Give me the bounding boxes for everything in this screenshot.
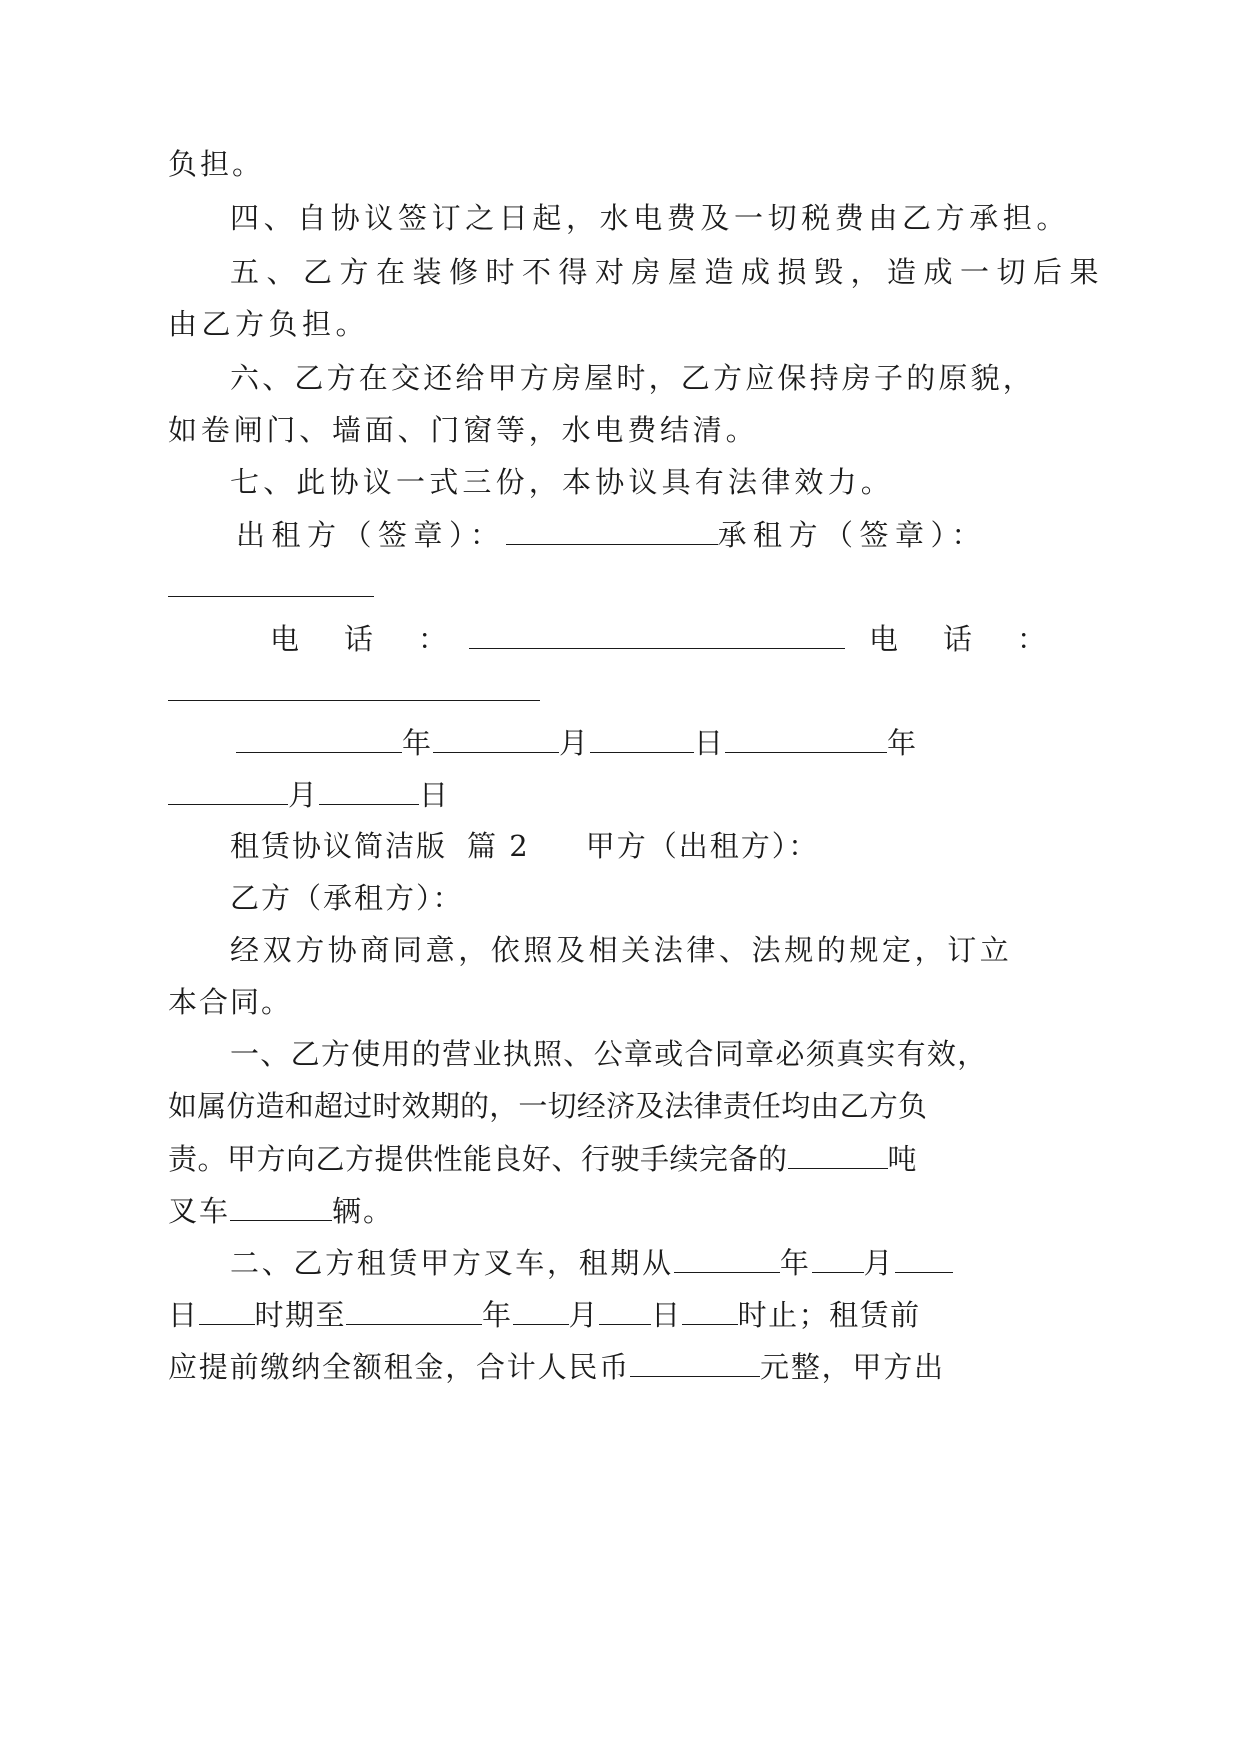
quantity-blank <box>230 1196 332 1221</box>
start-year-blank <box>674 1248 780 1273</box>
month-label: 月 <box>288 778 320 812</box>
section-title: 租赁协议简洁版 <box>230 829 448 863</box>
year-blank <box>725 728 887 753</box>
clause-text: 责。甲方向乙方提供性能良好、行驶手续完备的 <box>168 1142 788 1176</box>
start-day-blank <box>895 1248 953 1273</box>
date-line <box>236 728 918 758</box>
clause-text: 时期至 <box>254 1298 347 1332</box>
phone-line <box>270 624 1054 654</box>
clause-7: 七、此协议一式三份，本协议具有法律效力。 <box>230 465 895 499</box>
text-line: 如卷闸门、墙面、门窗等，水电费结清。 <box>168 413 759 447</box>
tonnage-blank <box>788 1144 888 1169</box>
clause-text: 应提前缴纳全额租金，合计人民币 <box>168 1350 631 1384</box>
clause-1-line <box>168 1144 917 1174</box>
day-blank <box>319 780 419 805</box>
year-label: 年 <box>482 1298 513 1332</box>
clause-1-line <box>168 1196 394 1226</box>
lessee-sign-blank <box>168 572 374 597</box>
month-label: 月 <box>559 726 591 760</box>
clause-text: 时止；租赁前 <box>737 1298 921 1332</box>
intro-line: 经双方协商同意，依照及相关法律、法规的规定，订立 <box>230 933 1013 967</box>
party-a-label: 甲方（出租方）： <box>585 829 820 863</box>
lessor-sign-blank <box>506 520 718 545</box>
text-line: 负担。 <box>168 147 265 181</box>
clause-text: 元整，甲方出 <box>760 1350 945 1384</box>
lessee-sign-label: 承租方（签章）： <box>717 518 988 552</box>
end-month-blank <box>513 1300 569 1325</box>
signature-line <box>236 520 987 550</box>
date-line <box>168 780 450 810</box>
clause-2 <box>230 1248 953 1278</box>
lessor-sign-label: 出租方（签章）： <box>236 518 506 552</box>
year-label: 年 <box>887 726 919 760</box>
clause-1: 一、乙方使用的营业执照、公章或合同章必须真实有效， <box>230 1037 988 1071</box>
day-label: 日 <box>694 726 726 760</box>
clause-2-line <box>168 1300 921 1330</box>
clause-5: 五、乙方在装修时不得对房屋造成损毁，造成一切后果 <box>230 255 1107 289</box>
month-label: 月 <box>863 1246 896 1280</box>
lessee-phone-label: 电 话 ： <box>869 622 1055 656</box>
end-day-blank <box>599 1300 651 1325</box>
year-label: 年 <box>402 726 434 760</box>
clause-4: 四、自协议签订之日起，水电费及一切税费由乙方承担。 <box>230 201 1071 235</box>
clause-2-line <box>168 1352 945 1382</box>
end-year-blank <box>346 1300 482 1325</box>
month-blank <box>168 780 288 805</box>
month-label: 月 <box>568 1298 600 1332</box>
start-hour-blank <box>199 1300 255 1325</box>
end-hour-blank <box>682 1300 738 1325</box>
clause-text: 二、乙方租赁甲方叉车，租期从 <box>230 1246 674 1280</box>
clause-text: 吨 <box>887 1142 918 1176</box>
year-blank <box>236 728 402 753</box>
day-blank <box>590 728 694 753</box>
lessee-phone-blank <box>168 676 540 701</box>
month-blank <box>433 728 559 753</box>
intro-line: 本合同。 <box>168 985 293 1019</box>
section-part: 篇 2 <box>467 829 530 863</box>
day-label: 日 <box>651 1298 682 1332</box>
clause-1-line: 如属仿造和超过时效期的，一切经济及法律责任均由乙方负 <box>168 1089 928 1123</box>
clause-text: 辆。 <box>332 1194 395 1228</box>
section-heading <box>230 829 820 863</box>
clause-text: 叉车 <box>168 1194 231 1228</box>
amount-blank <box>630 1352 760 1377</box>
lessor-phone-label: 电 话 ： <box>270 622 456 656</box>
lessor-phone-blank <box>469 624 845 649</box>
start-month-blank <box>812 1248 864 1273</box>
clause-6: 六、乙方在交还给甲方房屋时，乙方应保持房子的原貌， <box>230 361 1036 395</box>
day-label: 日 <box>419 778 451 812</box>
party-b-label: 乙方（承租方）： <box>230 881 464 915</box>
text-line: 由乙方负担。 <box>168 307 370 341</box>
day-label: 日 <box>168 1298 199 1332</box>
year-label: 年 <box>779 1246 812 1280</box>
